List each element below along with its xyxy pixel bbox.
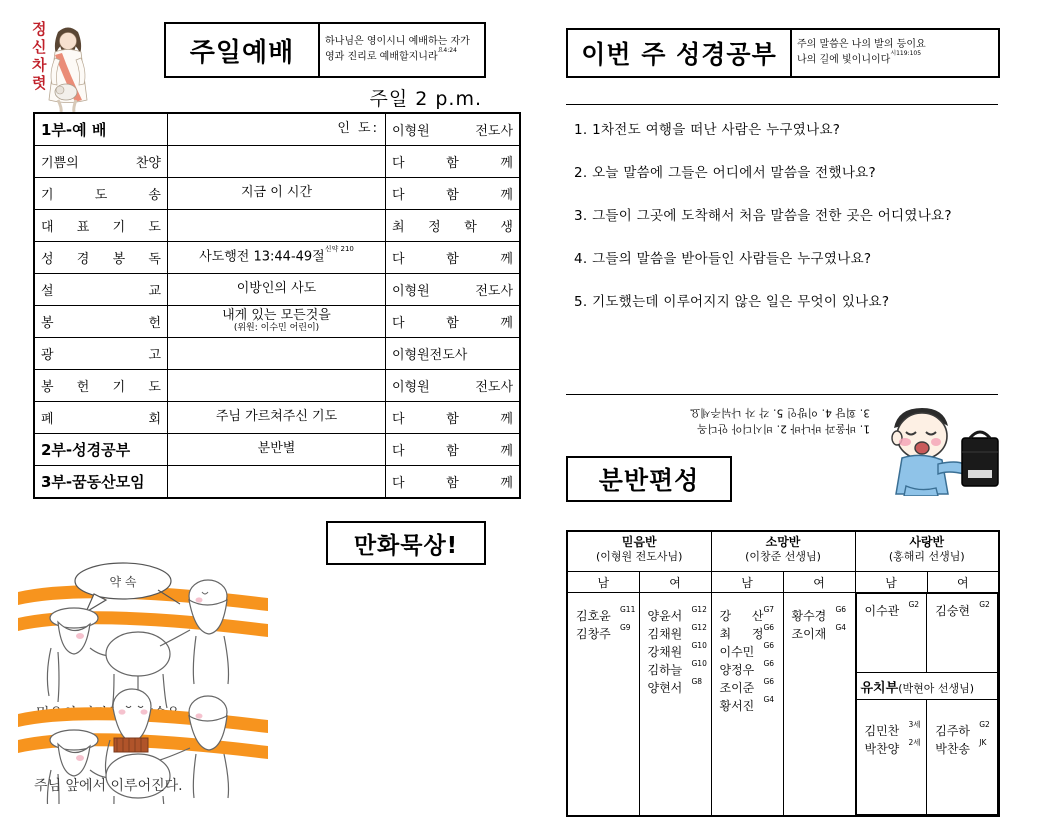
worship-order-row	[34, 338, 520, 370]
student-name: 강 산	[719, 609, 764, 623]
student-grade: G6	[763, 623, 775, 632]
worship-order-row	[34, 146, 520, 178]
worship-order-detail	[168, 466, 386, 499]
student-name: 조이준	[719, 681, 755, 695]
student-grade: G12	[691, 623, 707, 632]
worship-order-person: 다 함 께	[386, 402, 521, 434]
worship-order-person: 다 함 께	[386, 242, 521, 274]
worship-order-detail	[168, 113, 386, 146]
worship-order-detail	[168, 274, 386, 306]
worship-order-item: 기쁨의 찬양	[34, 146, 168, 178]
student-name: 황수경	[791, 609, 827, 623]
gender-header: 남	[855, 572, 927, 593]
worship-order-detail-text: 분반별	[257, 441, 296, 457]
worship-verse-line2-wrap	[325, 46, 479, 65]
student-name: 양윤서	[647, 609, 683, 623]
cartoon-illustration	[18, 556, 268, 804]
bible-study-verse-line2-wrap	[797, 49, 993, 68]
student-grade: G2	[979, 600, 990, 609]
bible-study-verse-line1: 주의 말씀은 나의 발의 등이요	[797, 39, 926, 51]
worship-order-row	[34, 402, 520, 434]
love-and-kinder-cell	[855, 593, 999, 817]
student-name: 이수민	[719, 645, 755, 659]
bible-study-questions	[574, 118, 1004, 333]
student-name: 양정우	[719, 663, 755, 677]
worship-order-detail-text: 사도행전 13:44-49절	[199, 249, 325, 265]
student-grade: G11	[620, 605, 636, 614]
class-header	[855, 531, 999, 572]
svg-text:정: 정	[32, 20, 47, 38]
class-teacher: (이창준 선생님)	[745, 550, 821, 564]
worship-order-detail-text: 지금 이 시간	[240, 185, 313, 201]
bible-study-question: 3. 그들이 그곳에 도착해서 처음 말씀을 전한 곳은 어디였나요?	[574, 208, 952, 224]
student-grade: JK	[979, 738, 987, 747]
student-names-row	[567, 593, 999, 817]
class-assignment-table-body	[567, 531, 999, 816]
worship-title-box	[164, 22, 486, 78]
class-assignment-title: 분반편성	[566, 456, 732, 502]
student-entry	[865, 740, 921, 758]
worship-order-detail-text: 주님 가르쳐주신 기도	[215, 409, 338, 425]
class-header	[567, 531, 711, 572]
student-grade: G2	[979, 720, 990, 729]
worship-order-detail	[168, 402, 386, 434]
worship-order-row	[34, 274, 520, 306]
student-grade: G9	[620, 623, 631, 632]
answer-line-2: 3. 회당 4. 이방인 5. 각 자 나눠주세요	[689, 406, 870, 419]
student-name-cell	[567, 593, 639, 817]
love-names-row	[856, 594, 998, 673]
student-grade: G12	[691, 605, 707, 614]
bible-study-verse	[790, 30, 998, 76]
worship-order-item: 기 도 송	[34, 178, 168, 210]
worship-order-table-body	[34, 113, 520, 498]
worship-order-row	[34, 210, 520, 242]
class-header	[711, 531, 855, 572]
worship-order-row	[34, 113, 520, 146]
answer-line-1: 1. 바울과 바나바 2. 비시디아 안디옥	[697, 422, 870, 435]
svg-text:차: 차	[32, 56, 47, 74]
worship-order-person: 이형원 전도사	[386, 370, 521, 402]
answer-key-upside-down	[570, 404, 870, 437]
student-name-cell	[927, 594, 998, 673]
student-grade: G4	[763, 695, 775, 704]
worship-order-person: 다 함 께	[386, 146, 521, 178]
gender-header: 여	[639, 572, 711, 593]
worship-order-person: 다 함 께	[386, 466, 521, 499]
student-grade: G6	[763, 677, 775, 686]
bible-study-verse-ref: 시119:105	[890, 49, 922, 57]
worship-order-item: 봉 헌	[34, 306, 168, 338]
bible-study-question: 4. 그들의 말씀을 받아들인 사람들은 누구였나요?	[574, 251, 872, 267]
student-name: 박찬송	[935, 742, 971, 756]
class-header-row	[567, 531, 999, 572]
student-grade: 2세	[908, 738, 921, 747]
student-name: 박찬양	[864, 742, 900, 756]
worship-order-detail-note: (위원: 이수민 어린이)	[233, 323, 320, 334]
student-entry	[648, 679, 705, 697]
gender-header-row	[567, 572, 999, 593]
boy-with-bag-illustration	[872, 400, 1004, 496]
bible-study-question: 1. 1차전도 여행을 떠난 사람은 누구였나요?	[574, 122, 841, 138]
student-name: 황서진	[719, 699, 755, 713]
worship-order-detail	[168, 146, 386, 178]
cartoon-caption-bottom-text: 주님 앞에서 이루어진다.	[34, 778, 183, 794]
student-grade: G10	[691, 641, 707, 650]
student-name: 양현서	[647, 681, 683, 695]
worship-order-row	[34, 370, 520, 402]
gender-header: 여	[783, 572, 855, 593]
student-name-cell	[856, 700, 927, 815]
kinder-header-row	[856, 673, 998, 700]
worship-order-detail	[168, 370, 386, 402]
student-name: 김하늘	[647, 663, 683, 677]
kinder-label: 유치부	[860, 680, 899, 696]
student-grade: G7	[763, 605, 775, 614]
student-name-cell	[711, 593, 783, 817]
kinder-teacher: (박현아 선생님)	[898, 681, 975, 695]
student-entry	[935, 740, 991, 758]
student-grade: G6	[835, 605, 847, 614]
gender-header: 남	[711, 572, 783, 593]
kinder-names-row	[856, 700, 998, 815]
worship-verse-line1: 하나님은 영이시니 예배하는 자가	[325, 36, 470, 48]
bible-study-question: 5. 기도했는데 이루어지지 않은 일은 무엇이 있나요?	[574, 294, 890, 310]
gender-header: 남	[567, 572, 639, 593]
worship-order-detail	[168, 338, 386, 370]
class-teacher: (홍해리 선생님)	[888, 550, 965, 564]
class-name: 소망반	[765, 535, 801, 549]
student-grade: G6	[763, 659, 775, 668]
bible-study-verse-line2: 나의 길에 빛이니이다	[797, 54, 891, 66]
worship-order-item: 3부-꿈동산모임	[34, 466, 168, 499]
worship-order-detail-superscript: 신약 210	[324, 245, 354, 254]
worship-order-item: 1부-예 배	[34, 113, 168, 146]
student-entry	[720, 697, 777, 715]
worship-order-person: 이형원전도사	[386, 338, 521, 370]
worship-order-row	[34, 178, 520, 210]
worship-order-detail	[168, 306, 386, 338]
bible-study-question-list	[574, 118, 1004, 310]
worship-order-detail	[168, 242, 386, 274]
love-kinder-subtable	[856, 593, 999, 815]
student-grade: 3세	[908, 720, 921, 729]
class-name: 사랑반	[909, 535, 945, 549]
worship-verse-line2: 영과 진리로 예배할지니라	[325, 51, 438, 63]
student-name: 김주하	[935, 724, 971, 738]
student-name: 김호윤	[576, 609, 611, 623]
worship-order-item: 설 교	[34, 274, 168, 306]
student-name: 최 정	[719, 627, 764, 641]
worship-order-row	[34, 242, 520, 274]
worship-order-person: 이형원 전도사	[386, 274, 521, 306]
worship-order-detail	[168, 178, 386, 210]
divider-top	[566, 104, 998, 105]
jesus-illustration	[22, 14, 108, 114]
worship-order-item: 봉 헌 기 도	[34, 370, 168, 402]
student-grade: G4	[835, 623, 847, 632]
student-name-cell	[927, 700, 998, 815]
worship-order-item: 폐 회	[34, 402, 168, 434]
student-entry	[935, 602, 991, 620]
student-grade: G8	[691, 677, 703, 686]
worship-order-detail-text: 이방인의 사도	[236, 281, 317, 297]
worship-order-detail	[168, 210, 386, 242]
worship-order-detail-text: 인 도:	[337, 121, 379, 137]
kinder-header	[856, 673, 998, 700]
worship-order-table	[33, 112, 521, 499]
svg-text:약 속: 약 속	[109, 575, 137, 589]
student-grade: G2	[908, 600, 920, 609]
student-grade: G6	[763, 641, 775, 650]
bible-study-title: 이번 주 성경공부	[581, 40, 777, 69]
worship-order-item: 광 고	[34, 338, 168, 370]
student-name-cell	[856, 594, 927, 673]
worship-order-person: 다 함 께	[386, 178, 521, 210]
worship-order-row	[34, 466, 520, 499]
class-assignment-table	[566, 530, 1000, 817]
student-grade: G10	[691, 659, 707, 668]
bible-study-title-box	[566, 28, 1000, 78]
cartoon-meditation-title: 만화묵상!	[326, 521, 486, 565]
worship-order-person: 다 함 께	[386, 434, 521, 466]
student-entry	[576, 625, 633, 643]
student-name: 이수관	[864, 604, 900, 618]
worship-title: 주일예배	[189, 37, 295, 68]
worship-order-item: 성 경 봉 독	[34, 242, 168, 274]
student-name: 김창주	[576, 627, 611, 641]
divider-bottom	[566, 394, 998, 395]
student-name: 김채원	[647, 627, 683, 641]
worship-verse	[318, 24, 484, 76]
service-time: 주일 2 p.m.	[369, 88, 482, 110]
class-name: 믿음반	[621, 535, 657, 549]
student-entry	[865, 602, 921, 620]
bible-study-question: 2. 오늘 말씀에 그들은 어디에서 말씀을 전했나요?	[574, 165, 876, 181]
student-name-cell	[783, 593, 855, 817]
student-entry	[792, 625, 849, 643]
gender-header: 여	[927, 572, 999, 593]
student-name: 조이재	[791, 627, 827, 641]
worship-order-row	[34, 306, 520, 338]
worship-order-person: 최 정 학 생	[386, 210, 521, 242]
worship-order-item: 대 표 기 도	[34, 210, 168, 242]
worship-order-person: 이형원 전도사	[386, 113, 521, 146]
student-name: 김민찬	[864, 724, 900, 738]
worship-verse-ref: 요4:24	[437, 46, 457, 54]
student-name: 강채원	[647, 645, 683, 659]
class-teacher: (이형원 전도사님)	[596, 550, 683, 564]
svg-text:신: 신	[32, 38, 47, 56]
worship-order-item: 2부-성경공부	[34, 434, 168, 466]
worship-order-row	[34, 434, 520, 466]
student-name: 김숭현	[935, 604, 971, 618]
worship-order-detail-text: 내게 있는 모든것을	[222, 308, 331, 324]
worship-order-person: 다 함 께	[386, 306, 521, 338]
worship-order-detail	[168, 434, 386, 466]
student-name-cell	[639, 593, 711, 817]
svg-text:렷: 렷	[32, 74, 47, 92]
